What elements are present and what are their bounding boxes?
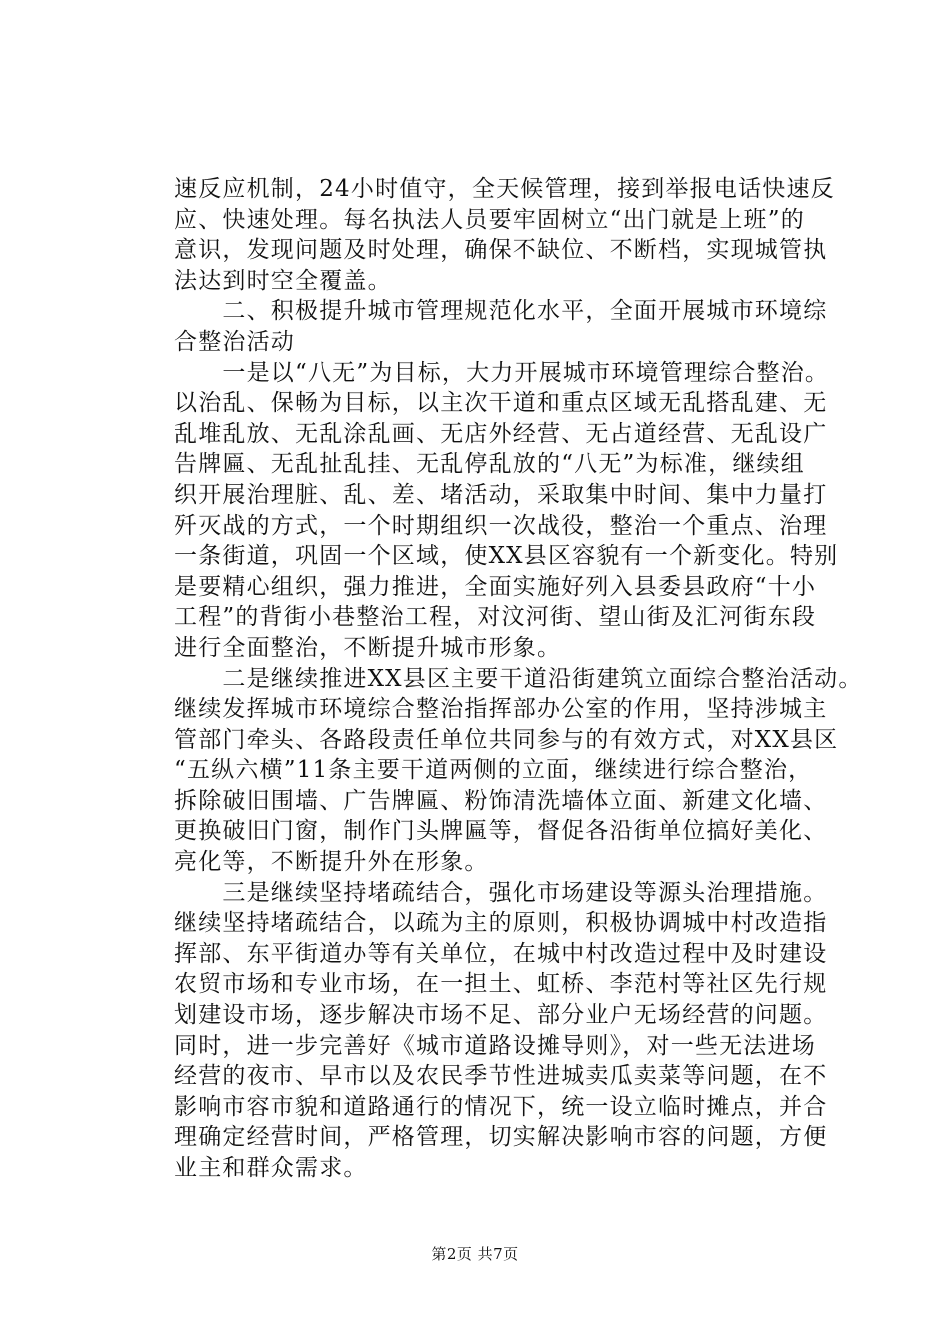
text-line: 继续坚持堵疏结合，以疏为主的原则，积极协调城中村改造指 (174, 910, 828, 937)
text-line: 一是以“八无”为目标，大力开展城市环境管理综合整治。 (174, 359, 830, 386)
text-line: 影响市容市貌和道路通行的情况下，统一设立临时摊点，并合 (174, 1093, 828, 1120)
text-line: 歼灭战的方式，一个时期组织一次战役，整治一个重点、治理 (174, 512, 828, 539)
text-line: 业主和群众需求。 (174, 1155, 368, 1181)
text-line: 划建设市场，逐步解决市场不足、部分业户无场经营的问题。 (174, 1002, 828, 1029)
text-line: 继续发挥城市环境综合整治指挥部办公室的作用，坚持涉城主 (174, 696, 828, 723)
text-line: 乱堆乱放、无乱涂乱画、无店外经营、无占道经营、无乱设广 (174, 420, 828, 447)
text-line: 三是继续坚持堵疏结合，强化市场建设等源头治理措施。 (174, 879, 828, 906)
text-line: 亮化等，不断提升外在形象。 (174, 849, 489, 876)
text-line: 同时，进一步完善好《城市道路设摊导则》，对一些无法进场 (174, 1032, 816, 1059)
text-line: 法达到时空全覆盖。 (174, 267, 392, 294)
text-line: 理确定经营时间，严格管理，切实解决影响市容的问题，方便 (174, 1124, 828, 1151)
text-line: 是要精心组织，强力推进，全面实施好列入县委县政府“十小 (174, 573, 817, 600)
text-line: 管部门牵头、各路段责任单位共同参与的有效方式，对XX县区 (174, 726, 839, 753)
text-line: 告牌匾、无乱扯乱挂、无乱停乱放的“八无”为标准，继续组 (174, 451, 805, 478)
section-heading-line: 二、积极提升城市管理规范化水平，全面开展城市环境综 (174, 298, 828, 325)
text-line: 织开展治理脏、乱、差、堵活动，采取集中时间、集中力量打 (174, 481, 828, 508)
text-line: 工程”的背街小巷整治工程，对汶河街、望山街及汇河街东段 (174, 604, 817, 631)
text-line: 拆除破旧围墙、广告牌匾、粉饰清洗墙体立面、新建文化墙、 (174, 787, 828, 814)
text-line: “五纵六横”11条主要干道两侧的立面，继续进行综合整治， (174, 757, 813, 784)
text-line: 速反应机制，24小时值守，全天候管理，接到举报电话快速反 (174, 176, 835, 202)
text-line: 一条街道，巩固一个区域，使XX县区容貌有一个新变化。特别 (174, 543, 839, 570)
text-line: 更换破旧门窗，制作门头牌匾等，督促各沿街单位搞好美化、 (174, 818, 828, 845)
text-line: 二是继续推进XX县区主要干道沿街建筑立面综合整治活动。 (174, 665, 863, 692)
text-line: 农贸市场和专业市场，在一担土、虹桥、李范村等社区先行规 (174, 971, 828, 998)
text-line: 以治乱、保畅为目标，以主次干道和重点区域无乱搭乱建、无 (174, 390, 828, 417)
body-text (174, 174, 864, 1184)
page-number-footer: 第2页 共7页 (431, 1245, 519, 1263)
text-line: 意识，发现问题及时处理，确保不缺位、不断档，实现城管执 (174, 237, 828, 264)
text-line: 进行全面整治，不断提升城市形象。 (174, 634, 562, 661)
text-line: 应、快速处理。每名执法人员要牢固树立“出门就是上班”的 (174, 206, 805, 233)
section-heading-line: 合整治活动 (174, 328, 295, 355)
text-line: 挥部、东平街道办等有关单位，在城中村改造过程中及时建设 (174, 940, 828, 967)
text-line: 经营的夜市、早市以及农民季节性进城卖瓜卖菜等问题，在不 (174, 1063, 828, 1090)
